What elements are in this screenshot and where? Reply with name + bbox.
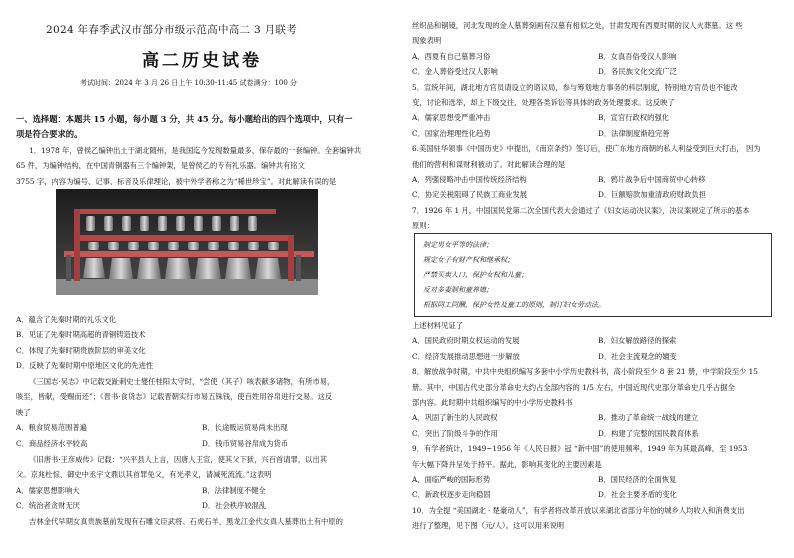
q7-line: 原则： xyxy=(412,221,434,231)
q1-line: 3755 字，内容为编号、记事、标音及乐律理论，被中外学者称之为“稀世珍宝”。对此解读有误的是 xyxy=(16,176,337,186)
q10-line: 10．为全提 “美国湖北 · 楚豪动人”，有学者将改革开放以来湖北省部分年份的城乡人均收入和消费支出 xyxy=(412,505,745,515)
q6-option-c[interactable]: C．协定关税阻碍了民族工商业发展 xyxy=(412,190,528,200)
q1-option-b[interactable]: B．见证了先秦时期高超的青铜铸造技术 xyxy=(16,330,146,340)
q8-option-c[interactable]: C．突出了阶级斗争的作用 xyxy=(412,428,498,438)
q4-line: 丝织品和铜镜，河北发现的金人墓葬刻画有汉墓有相似之处，甘肃发现有西夏时期的汉人火葬墓。这 些 xyxy=(412,21,743,30)
q9-option-b[interactable]: B．国民经济的全面恢复 xyxy=(598,475,677,485)
q8-options-row xyxy=(412,410,784,425)
q5-option-a[interactable]: A．儒家思想受严重冲击 xyxy=(412,113,491,123)
q3-line: 《旧唐书·王彦威传》记载：“兴平县人上言，因唐人王宣，使其父下狱，兴百首请罪，以出其 xyxy=(29,455,328,464)
question-2 xyxy=(16,374,388,451)
q3-option-a[interactable]: A．儒家思想影响大 xyxy=(16,485,80,495)
q3-options-row xyxy=(16,498,388,513)
section-heading-line2: 项是符合要求的。 xyxy=(16,129,83,140)
q8-line: 册。其中，中国古代史部分革命史大约占全部内容的 1/5 左右，中国近现代史部分革命史几乎占据全 xyxy=(412,382,735,392)
material-line: 严禁买卖人口，保护女权和儿童； xyxy=(423,271,528,279)
q6-line: 6.美国驻华领事《中国历史》中提出，《南京条约》签订后，使广东地方商朝的私人利益受到巨大打击， 因为 xyxy=(412,144,761,154)
q6-options-row xyxy=(412,172,784,187)
q2-option-d[interactable]: D．钱币贸易谷帛成为货币 xyxy=(202,438,289,448)
q3-option-d[interactable]: D．社会秩序较混乱 xyxy=(202,501,267,511)
section-heading-line1: 一、选择题：本题共 15 小题，每小题 3 分，共 45 分。每小题给出的四个选项中，只有一 xyxy=(16,114,353,124)
q6-option-a[interactable]: A．列强侵略冲击中国传统经济结构 xyxy=(412,175,527,185)
material-line: 根据同工同酬，保护女性及童工的原则，制订妇女劳动法。 xyxy=(423,301,605,309)
q6-option-b[interactable]: B．鸦片战争后中国商贸中心转移 xyxy=(598,175,706,185)
q4-options-row xyxy=(412,64,784,79)
q4-start-line: 吉林金代早期女真贵族墓前发现有石雕文臣武将、石虎石羊，黑龙江金代女真人墓葬出土有中原的 xyxy=(29,516,343,526)
q2-line: 映了 xyxy=(16,407,31,417)
q2-line: 《三国志·吴志》中记载交趾刺史士燮任桂阳太守时，“尝使（其子）咳表献多诸物，有所市易， xyxy=(29,377,335,386)
q1-option-c[interactable]: C．体现了先秦时期贵族阶层的审美文化 xyxy=(16,345,146,355)
q2-options-row xyxy=(16,420,388,435)
q3-option-c[interactable]: C．统治者贪财无厌 xyxy=(16,501,80,511)
material-line: 反对多妻制和童养媳； xyxy=(423,286,493,294)
q6-line: 他们的营利和谋财利被动了。对此解读合理的是 xyxy=(412,159,566,169)
exam-meta: 考试时间：2024 年 3 月 26 日上午 10:30-11:45 试卷满分：100 分 xyxy=(80,79,298,87)
q4-option-a[interactable]: A．西夏有自己墓葬习俗 xyxy=(412,51,491,61)
q2-option-b[interactable]: B．长途贩运贸易尚未出现 xyxy=(202,423,288,433)
q1-option-d[interactable]: D．反映了先秦时期中原地区文化的先进性 xyxy=(16,361,154,371)
q4-line: 现象表明 xyxy=(412,36,442,46)
page-title: 高二历史试卷 xyxy=(142,51,262,71)
q8-options-row xyxy=(412,426,784,441)
q4-option-b[interactable]: B．女真吾俗受汉人影响 xyxy=(598,51,677,61)
q5-line: 变，讨论和选举，却上下级交往、处理各类诉讼等具体的政务处理要求。这反映了 xyxy=(412,98,675,108)
exam-header: 2024 年春季武汉市部分市级示范高中高二 3 月联考 xyxy=(46,24,298,36)
q8-line: 8．解放战争时期，中共中央组织编写多套中小学历史教科书，高小阶段至少 8 套 21 册，中学阶段至少 15 xyxy=(412,367,758,377)
q7-option-d[interactable]: D．社会主流观念的嬗变 xyxy=(598,351,677,361)
bianzhong-bells-photo xyxy=(56,189,318,295)
q9-option-a[interactable]: A．面临严峻的国际形势 xyxy=(412,475,491,485)
q10-line: 进行了整理，见下图（元/人）。这可以用来说明 xyxy=(412,521,565,531)
material-line: 制定男女平等的法律； xyxy=(423,241,493,249)
q8-option-d[interactable]: D．构建了完整的国民教育体系 xyxy=(598,428,699,438)
question-1-options xyxy=(16,312,388,374)
q9-option-c[interactable]: C．新政权逐步走向稳固 xyxy=(412,490,491,500)
q8-line: 部内容。此时期中共组织编写的中小学历史教科书 xyxy=(412,398,573,408)
q9-options-row xyxy=(412,487,784,502)
q4-options-row xyxy=(412,49,784,64)
q5-option-b[interactable]: B．宣官行政权的强化 xyxy=(598,113,670,123)
q5-option-d[interactable]: D．法律制度渐趋完善 xyxy=(598,128,670,138)
question-7-tail xyxy=(412,318,784,534)
q6-option-d[interactable]: D．巨额赔款加重清政府财政负担 xyxy=(598,190,707,200)
q8-option-a[interactable]: A．巩固了新生的人民政权 xyxy=(412,413,498,423)
q7-option-b[interactable]: B．妇女解放路径的探索 xyxy=(598,336,677,346)
q4-option-c[interactable]: C．金人葬俗受过汉人影响 xyxy=(412,67,498,77)
q5-options-row xyxy=(412,126,784,141)
section-heading xyxy=(16,112,388,143)
q5-line: 5．宣统年间，湖北地方官员请设立的谘议局，参与筹划地方事务的科层制度，特别地方官员也不能改 xyxy=(412,82,738,92)
q3-line: 父。京兆杜悰、御史中丞宇文鼎以其首罪免父，有光孝义，请减死流流。”这表明 xyxy=(16,470,272,480)
q6-options-row xyxy=(412,187,784,202)
q7-tail-line: 上述材料见证了 xyxy=(412,321,464,330)
q4-option-d[interactable]: D．各民族文化交流广泛 xyxy=(598,67,677,77)
q7-line: 7．1926 年 1 月，中国国民党第二次全国代表大会通过了《妇女运动决议案》，决议案规定了所示的基本 xyxy=(412,205,750,215)
material-box xyxy=(414,233,772,317)
q7-option-a[interactable]: A．国民政府时期女权运动的发展 xyxy=(412,336,520,346)
material-line: 规定女子有财产权和继承权； xyxy=(423,256,514,264)
q7-options-row xyxy=(412,349,784,364)
q3-options-row xyxy=(16,483,388,498)
q3-option-b[interactable]: B．法律制度不健全 xyxy=(202,485,266,495)
q9-option-d[interactable]: D．社会主要矛盾的变化 xyxy=(598,490,677,500)
q9-line: 9．有学者统计，1949~1956 年《人民日报》冠 “新中国”的使用频率，1949 年为其最高峰，至 1953 xyxy=(412,444,748,454)
q1-line: 1．1978 年，曾侯乙编钟出土于湖北随州，是我国迄今发现数量最多、保存最的一套编钟。全套编钟共 xyxy=(29,146,362,155)
q5-options-row xyxy=(412,110,784,125)
q9-options-row xyxy=(412,472,784,487)
q8-option-b[interactable]: B．推动了革命统一战线的建立 xyxy=(598,413,699,423)
q5-option-c[interactable]: C．国家治理理性化趋势 xyxy=(412,128,491,138)
q2-option-a[interactable]: A．粮食贸易范围普遍 xyxy=(16,423,87,433)
q7-options-row xyxy=(412,333,784,348)
question-4-cont xyxy=(412,18,784,234)
question-3 xyxy=(16,452,388,529)
q1-line: 65 件，为编钟结构，在中国青铜器有三个编钟架，是曾侯乙的专有礼乐器。编钟共有铭文 xyxy=(16,161,305,171)
q7-option-c[interactable]: C．经济发展推动思想进一步解放 xyxy=(412,351,520,361)
q2-option-c[interactable]: C．商品经济水平较高 xyxy=(16,438,88,448)
question-1 xyxy=(16,143,388,189)
q9-line: 年大幅下降并呈处于持平。据此，影响其变化的主要因素是 xyxy=(412,459,602,469)
q2-options-row xyxy=(16,436,388,451)
q2-line: 咳至，皆献，受赐而还”；《晋书·食货志》记载晋朝实行市易五铢钱，使百姓用谷帛进行交易。这反 xyxy=(16,392,333,402)
q1-option-a[interactable]: A．蕴含了先秦时期的礼乐文化 xyxy=(16,315,117,324)
